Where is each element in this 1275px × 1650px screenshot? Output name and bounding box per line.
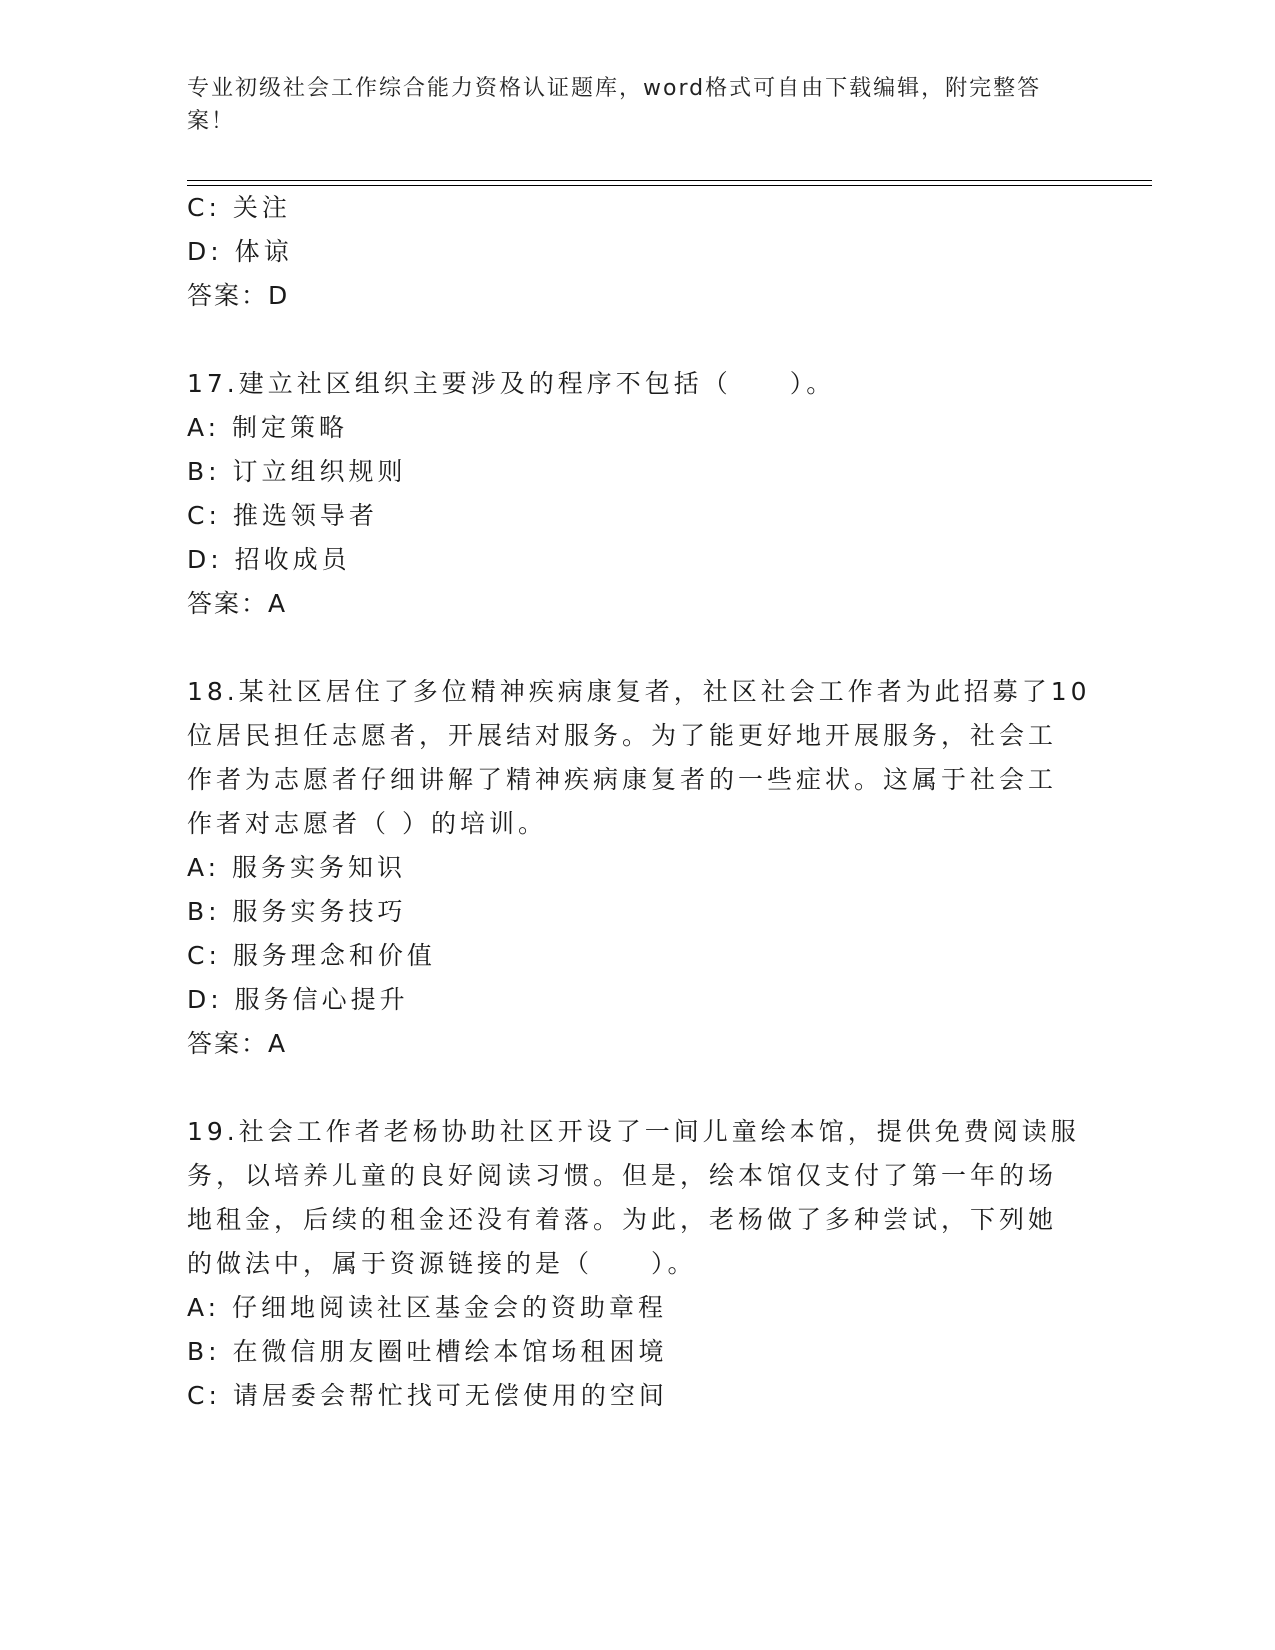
header-line-1: 专业初级社会工作综合能力资格认证题库，word格式可自由下载编辑，附完整答 [187, 76, 1042, 101]
question-18-option-b: B: 服务实务技巧 [187, 897, 407, 926]
question-19-text-line-2: 务，以培养儿童的良好阅读习惯。但是，绘本馆仅支付了第一年的场 [187, 1161, 1058, 1190]
question-18-option-d: D: 服务信心提升 [187, 985, 409, 1014]
page-header [187, 72, 1067, 138]
option-c: C: 关注 [187, 193, 291, 222]
question-18-text-line-4: 作者对志愿者（ ）的培训。 [187, 809, 547, 838]
question-19-option-a: A: 仔细地阅读社区基金会的资助章程 [187, 1293, 668, 1322]
question-17-option-b: B: 订立组织规则 [187, 457, 407, 486]
question-18-answer: 答案：A [187, 1029, 288, 1058]
option-d: D: 体谅 [187, 237, 293, 266]
question-17-option-a: A: 制定策略 [187, 413, 349, 442]
question-18-text-line-2: 位居民担任志愿者，开展结对服务。为了能更好地开展服务，社会工 [187, 721, 1058, 750]
header-divider-bottom [187, 185, 1152, 186]
question-18-text-line-1: 18.某社区居住了多位精神疾病康复者，社区社会工作者为此招募了10 [187, 677, 1091, 706]
question-19-option-c: C: 请居委会帮忙找可无偿使用的空间 [187, 1381, 668, 1410]
question-17-text: 17.建立社区组织主要涉及的程序不包括（ ）。 [187, 369, 836, 398]
header-divider-top [187, 180, 1152, 181]
header-line-2: 案！ [187, 109, 236, 134]
question-17-option-c: C: 推选领导者 [187, 501, 378, 530]
question-17-option-d: D: 招收成员 [187, 545, 351, 574]
question-18-text-line-3: 作者为志愿者仔细讲解了精神疾病康复者的一些症状。这属于社会工 [187, 765, 1058, 794]
question-19-option-b: B: 在微信朋友圈吐槽绘本馆场租困境 [187, 1337, 668, 1366]
question-18-option-c: C: 服务理念和价值 [187, 941, 436, 970]
question-18-option-a: A: 服务实务知识 [187, 853, 407, 882]
question-19-text-line-3: 地租金，后续的租金还没有着落。为此，老杨做了多种尝试，下列她 [187, 1205, 1058, 1234]
question-19-text-line-1: 19.社会工作者老杨协助社区开设了一间儿童绘本馆，提供免费阅读服 [187, 1117, 1080, 1146]
question-17-answer: 答案：A [187, 589, 288, 618]
question-19-text-line-4: 的做法中，属于资源链接的是（ ）。 [187, 1249, 697, 1278]
answer-line: 答案：D [187, 281, 290, 310]
